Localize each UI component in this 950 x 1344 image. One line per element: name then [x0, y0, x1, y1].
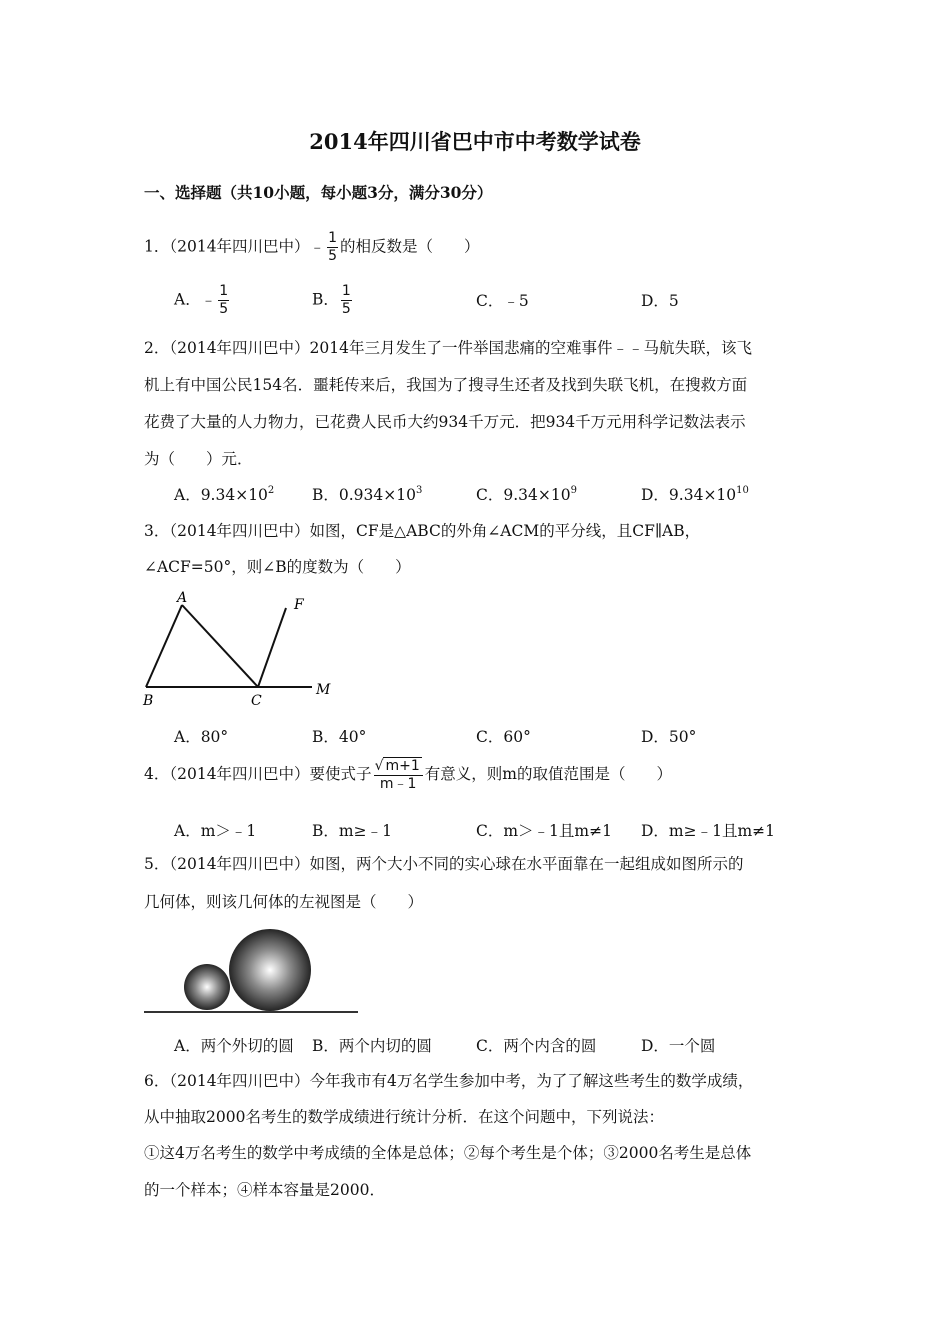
- q2-option-d-exp: 10: [736, 485, 749, 496]
- q5-spheres-figure: [140, 925, 365, 1017]
- label-c: C: [251, 693, 262, 709]
- q4-option-d[interactable]: D．m≥﹣1且m≠1: [641, 822, 776, 840]
- q1-option-a-label: A．﹣: [174, 290, 217, 309]
- q2-option-d[interactable]: [641, 483, 749, 505]
- question-4-stem: [144, 757, 672, 793]
- q5-option-c[interactable]: C．两个内含的圆: [476, 1037, 597, 1055]
- q1-option-b-num: 1: [341, 283, 351, 299]
- q1-option-b-fraction: [341, 283, 352, 318]
- q1-option-a-fraction: [218, 283, 229, 318]
- q5-option-d[interactable]: D．一个圆: [641, 1037, 716, 1055]
- q1-option-d[interactable]: D．5: [641, 292, 679, 310]
- q3-option-c[interactable]: C．60°: [476, 728, 531, 746]
- page-title: 2014年四川省巴中市中考数学试卷: [309, 129, 641, 154]
- label-m: M: [316, 682, 331, 698]
- q2-line-1: 2．（2014年四川巴中）2014年三月发生了一件举国悲痛的空难事件﹣﹣马航失联，该飞: [144, 339, 753, 357]
- q5-line-2: 几何体，则该几何体的左视图是（ ）: [144, 893, 424, 911]
- q5-option-a[interactable]: A．两个外切的圆: [174, 1037, 294, 1055]
- q2-option-c[interactable]: [476, 483, 577, 505]
- q6-line-3: ①这4万名考生的数学中考成绩的全体是总体；②每个考生是个体；③2000名考生是总体: [144, 1144, 752, 1162]
- q4-option-b[interactable]: B．m≥﹣1: [312, 822, 392, 840]
- q2-option-c-exp: 9: [570, 485, 577, 496]
- q6-line-4: 的一个样本；④样本容量是2000．: [144, 1181, 385, 1199]
- q1-stem-pre: 1．（2014年四川巴中）﹣: [144, 237, 326, 256]
- q4-sqrt-expr: m+1: [385, 758, 420, 774]
- segment-ac: [182, 605, 258, 687]
- q4-option-a[interactable]: A．m＞﹣1: [174, 822, 257, 840]
- q3-triangle-figure: [140, 590, 350, 715]
- q2-line-2: 机上有中国公民154名．噩耗传来后，我国为了搜寻生还者及找到失联飞机，在搜救方面: [144, 376, 748, 394]
- q1-option-b[interactable]: [312, 283, 354, 318]
- question-1-stem: [144, 230, 480, 265]
- q1-option-a-den: 5: [219, 301, 229, 317]
- q1-option-a[interactable]: [174, 283, 231, 318]
- q2-option-a-text: A．9.34×10: [174, 486, 268, 504]
- q3-option-a[interactable]: A．80°: [174, 728, 229, 746]
- q1-option-b-den: 5: [341, 301, 351, 317]
- q1-fraction: [327, 230, 338, 265]
- q2-option-a[interactable]: [174, 483, 274, 505]
- segment-cf: [258, 608, 286, 687]
- label-a: A: [177, 590, 188, 606]
- q1-option-b-label: B．: [312, 290, 339, 309]
- q2-option-b[interactable]: [312, 483, 422, 505]
- label-b: B: [143, 693, 154, 709]
- q4-fraction: [374, 757, 423, 793]
- large-sphere: [229, 929, 311, 1011]
- small-sphere: [184, 964, 230, 1010]
- q6-line-2: 从中抽取2000名考生的数学成绩进行统计分析．在这个问题中，下列说法：: [144, 1108, 664, 1126]
- q4-option-c[interactable]: C．m＞﹣1且m≠1: [476, 822, 612, 840]
- q1-frac-den: 5: [328, 248, 337, 264]
- q4-stem-pre: 4．（2014年四川巴中）要使式子: [144, 765, 372, 783]
- q5-line-1: 5．（2014年四川巴中）如图，两个大小不同的实心球在水平面靠在一起组成如图所示的: [144, 855, 744, 873]
- q2-option-c-text: C．9.34×10: [476, 486, 571, 504]
- q3-line-2: ∠ACF=50°，则∠B的度数为（ ）: [144, 558, 411, 576]
- q2-line-4: 为（ ）元．: [144, 450, 253, 468]
- section-heading: 一、选择题（共10小题，每小题3分，满分30分）: [144, 183, 493, 202]
- q1-frac-num: 1: [328, 230, 337, 246]
- q3-line-1: 3．（2014年四川巴中）如图，CF是△ABC的外角∠ACM的平分线，且CF∥AB，: [144, 522, 701, 540]
- q4-stem-post: 有意义，则m的取值范围是（ ）: [424, 765, 672, 783]
- q2-option-b-exp: 3: [415, 485, 423, 496]
- q4-denominator: m﹣1: [379, 776, 417, 792]
- q2-option-d-text: D．9.34×10: [641, 486, 737, 504]
- q2-option-a-exp: 2: [267, 485, 275, 496]
- q1-option-a-num: 1: [219, 283, 229, 299]
- q4-numerator: √ m+1: [374, 757, 423, 776]
- q6-line-1: 6．（2014年四川巴中）今年我市有4万名学生参加中考，为了了解这些考生的数学成绩，: [144, 1072, 754, 1090]
- q2-option-b-text: B．0.934×10: [312, 486, 416, 504]
- q3-option-b[interactable]: B．40°: [312, 728, 367, 746]
- q1-option-c[interactable]: C．﹣5: [476, 292, 529, 310]
- q2-line-3: 花费了大量的人力物力，已花费人民币大约934千万元．把934千万元用科学记数法表示: [144, 413, 746, 431]
- q3-option-d[interactable]: D．50°: [641, 728, 697, 746]
- q5-option-b[interactable]: B．两个内切的圆: [312, 1037, 432, 1055]
- label-f: F: [294, 597, 304, 613]
- segment-ab: [146, 605, 182, 687]
- q1-stem-post: 的相反数是（ ）: [339, 237, 480, 256]
